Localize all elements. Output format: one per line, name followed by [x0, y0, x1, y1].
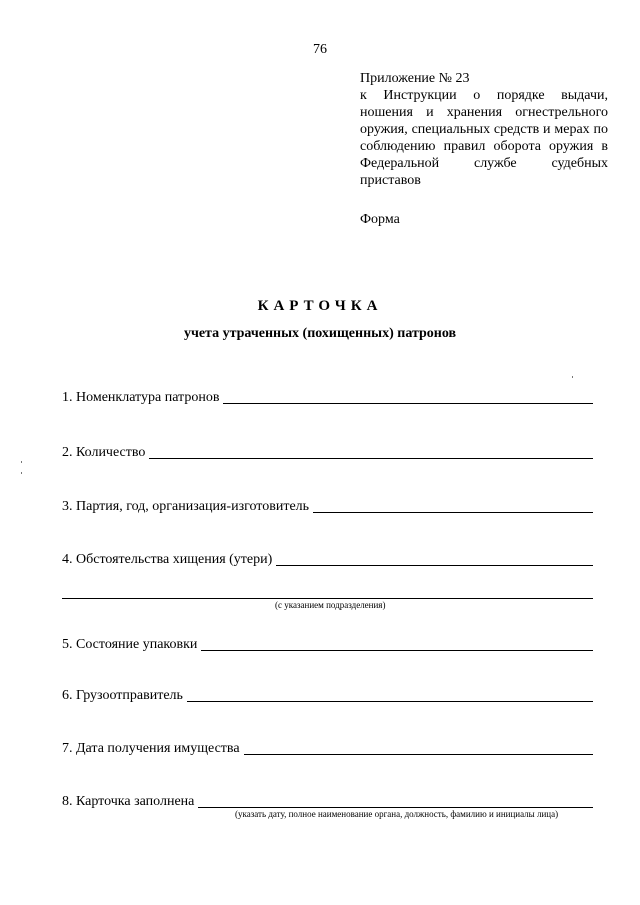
- appendix-body: к Инструкции о порядке выдачи, ношения и хранения огнестрельного оружия, специальных средств и мерах по соблюдению правил оборота оружия в Федеральной службе судебных приставов: [360, 88, 608, 188]
- field-receipt-date: [62, 741, 593, 757]
- field-packaging-condition: [62, 637, 593, 653]
- fill-line: [244, 742, 593, 755]
- field4-hint: (с указанием подразделения): [275, 600, 386, 610]
- field-label: 1. Номенклатура патронов: [62, 390, 220, 405]
- field-label: 7. Дата получения имущества: [62, 741, 240, 756]
- card-title: КАРТОЧКА: [257, 298, 383, 314]
- field-label: 3. Партия, год, организация-изготовитель: [62, 499, 310, 514]
- field-label: 2. Количество: [62, 445, 146, 460]
- scan-speck: [21, 461, 22, 463]
- field-quantity: [62, 445, 593, 461]
- appendix-title: Приложение № 23: [360, 71, 470, 86]
- appendix-block: [360, 70, 608, 228]
- field-label: 4. Обстоятельства хищения (утери): [62, 552, 273, 567]
- fill-line: [187, 689, 593, 702]
- continuation-line: [62, 598, 593, 610]
- card-subtitle: учета утраченных (похищенных) патронов: [183, 326, 457, 341]
- fill-line: [198, 795, 593, 808]
- fill-line: [149, 446, 593, 459]
- page-number: 76: [313, 42, 327, 57]
- scan-speck: [572, 376, 573, 378]
- fill-line: [276, 553, 593, 566]
- form-label: Форма: [360, 212, 400, 227]
- fill-line: [201, 638, 593, 651]
- field-theft-circumstances: [62, 552, 593, 568]
- fill-line: [313, 500, 593, 513]
- field8-hint: (указать дату, полное наименование органа, должность, фамилию и инициалы лица): [235, 809, 559, 819]
- fill-line: [223, 391, 593, 404]
- field-label: 8. Карточка заполнена: [62, 794, 195, 809]
- scan-speck: [21, 472, 22, 474]
- field-cartridge-nomenclature: [62, 390, 593, 406]
- field-card-filled-by: [62, 794, 593, 810]
- field-shipper: [62, 688, 593, 704]
- field-batch-year-manufacturer: [62, 499, 593, 515]
- field-label: 6. Грузоотправитель: [62, 688, 183, 703]
- field-label: 5. Состояние упаковки: [62, 637, 198, 652]
